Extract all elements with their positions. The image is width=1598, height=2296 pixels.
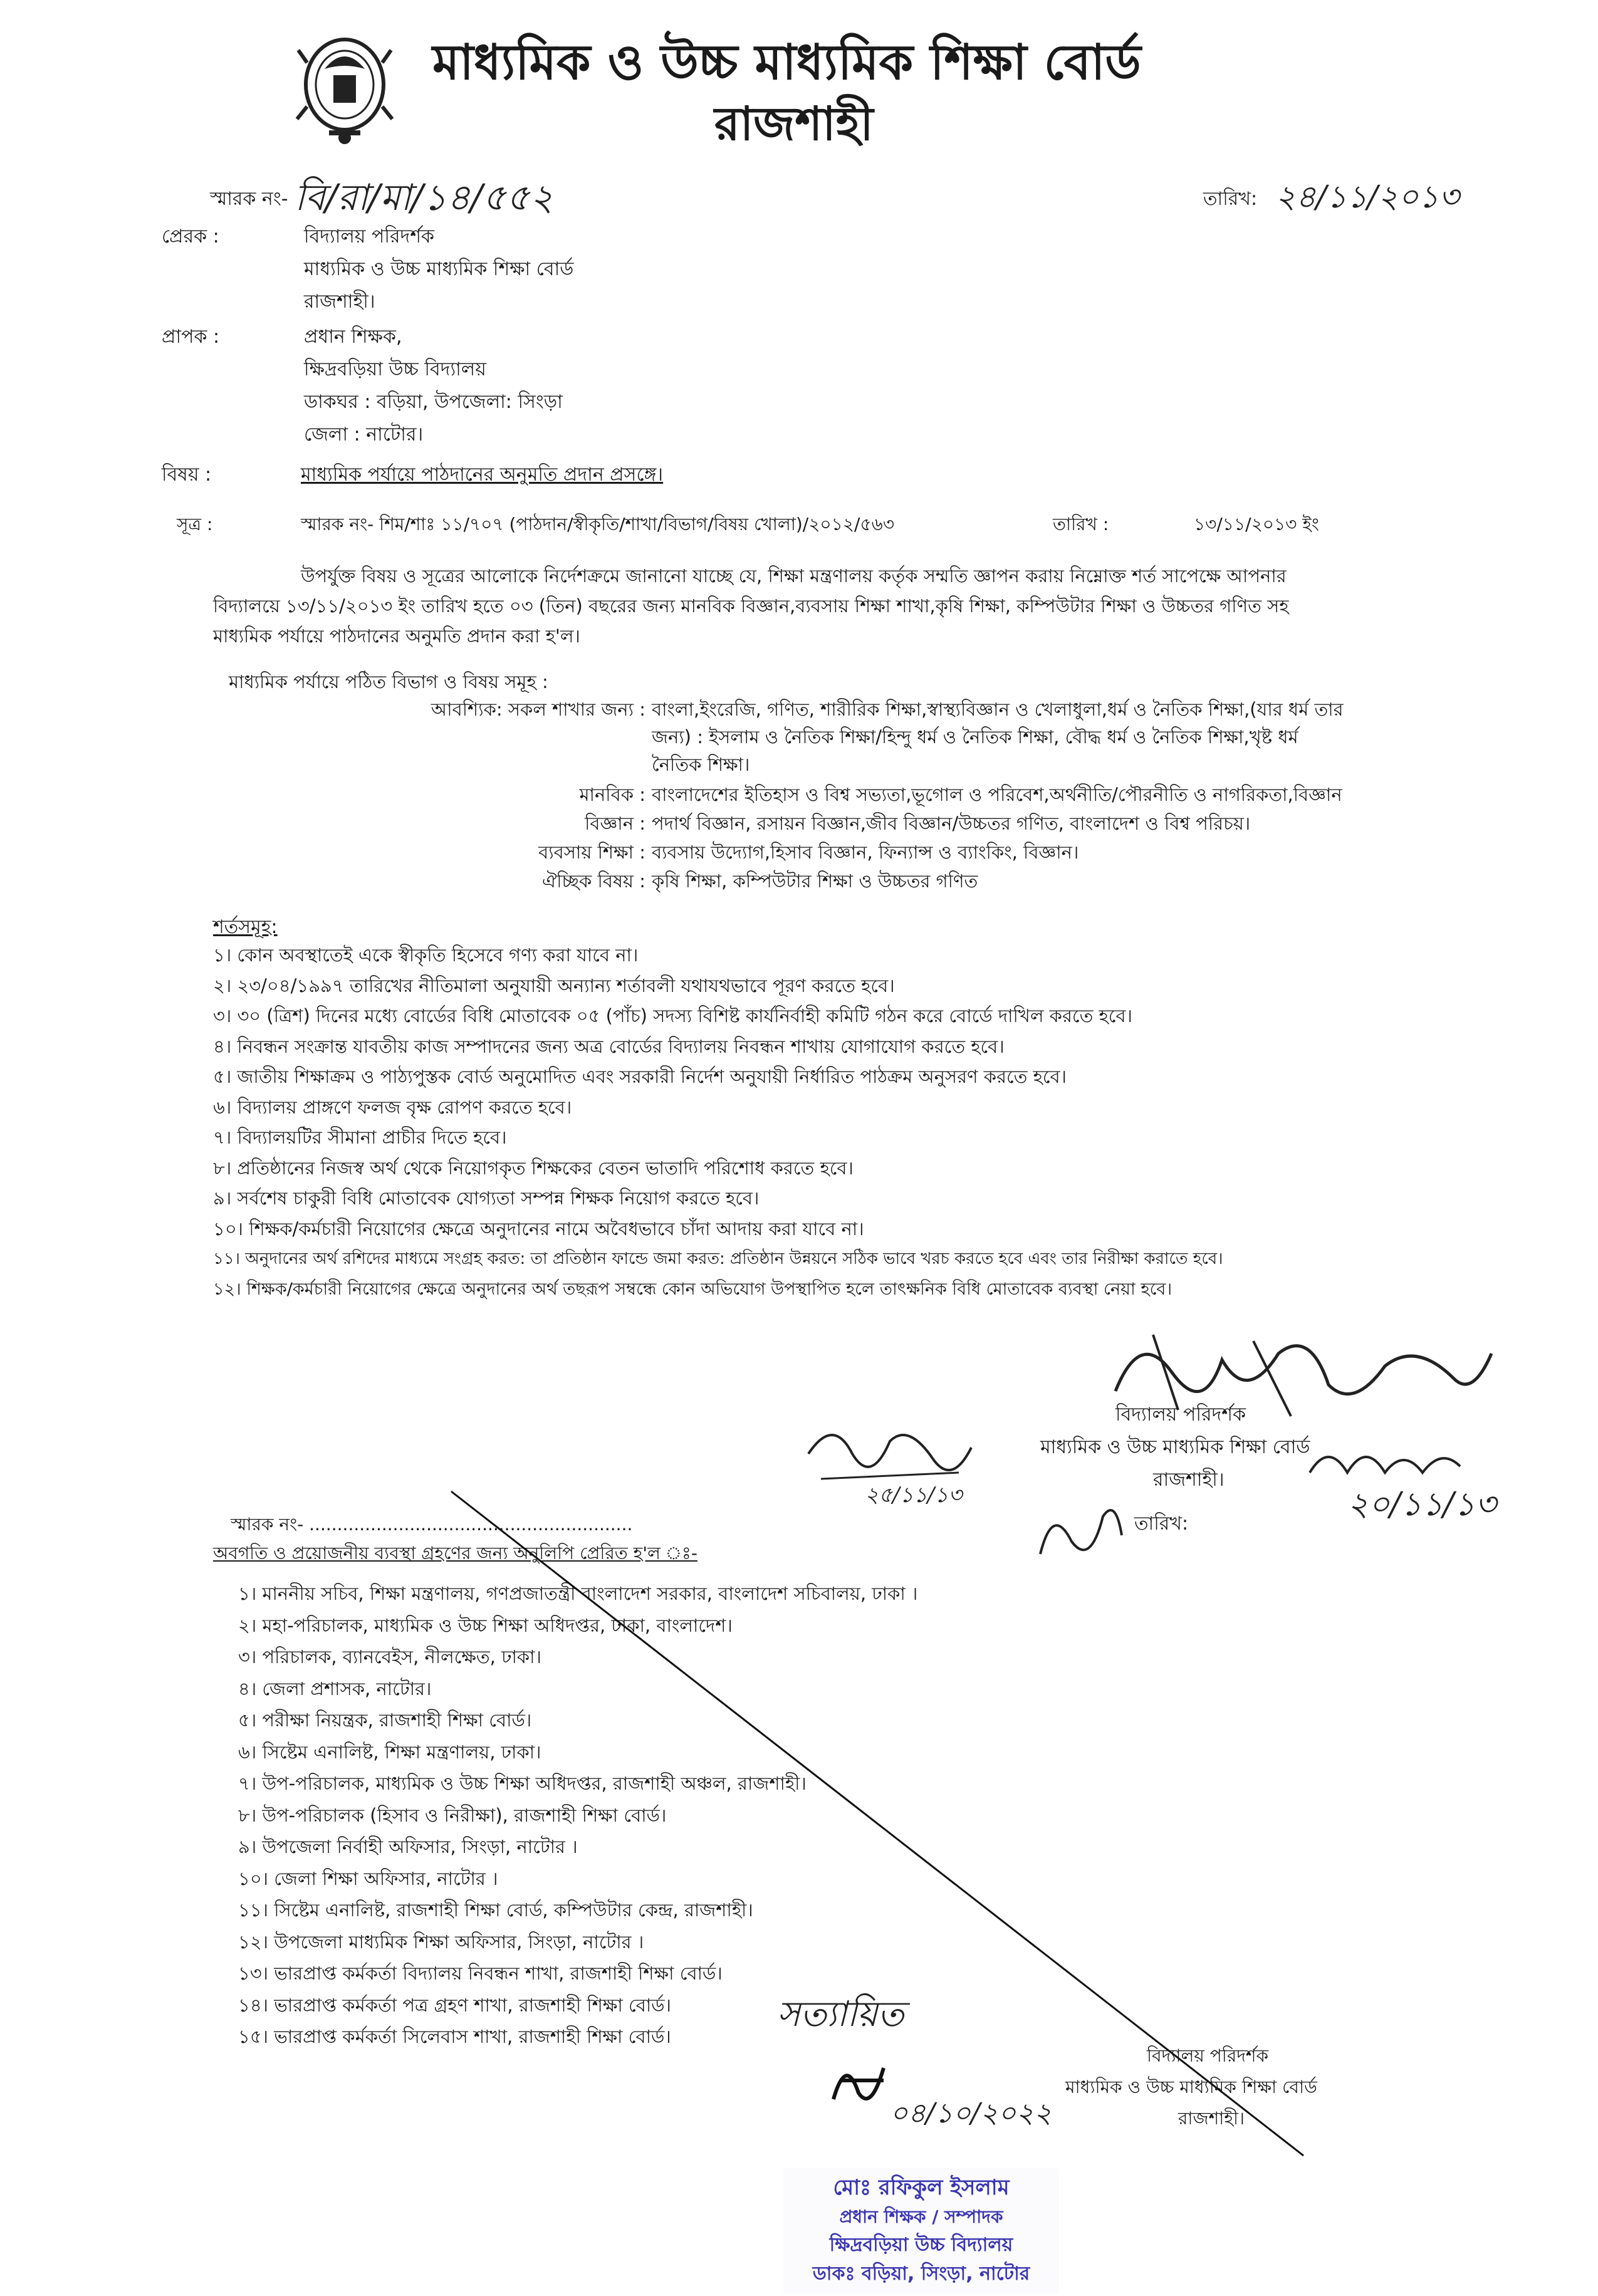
condition-item: ১০। শিক্ষক/কর্মচারী নিয়োগের ক্ষেত্রে অনুদানের নামে অবৈধভাবে চাঁদা আদায় করা যাবে না।: [213, 1218, 864, 1239]
memo-label: স্মারক নং-: [210, 188, 288, 210]
body-line: বিদ্যালয়ে ১৩/১১/২০১৩ ইং তারিখ হতে ০৩ (তিন) বছরের জন্য মানবিক বিজ্ঞান,ব্যবসায় শিক্ষা শাখা,কৃষি শিক্ষা, কম্পিউটার শিক্ষা ও উচ্চতর গণিত সহ: [213, 595, 1289, 617]
copy-recipient: ১৫। ভারপ্রাপ্ত কর্মকর্তা সিলেবাস শাখা, রাজশাহী শিক্ষা বোর্ড।: [238, 2026, 671, 2047]
subject-label: আবশ্যিক: সকল শাখার জন্য :: [431, 699, 645, 720]
subject-value: পদার্থ বিজ্ঞান, রসায়ন বিজ্ঞান,জীব বিজ্ঞান/উচ্চতর গণিত, বাংলাদেশ ও বিশ্ব পরিচয়।: [652, 813, 1251, 834]
subject-value: বাংলা,ইংরেজি, গণিত, শারীরিক শিক্ষা,স্বাস্থ্যবিজ্ঞান ও খেলাধুলা,ধর্ম ও নৈতিক শিক্ষা,(যার ধর্ম তার: [652, 699, 1344, 720]
condition-item: ৮। প্রতিষ্ঠানের নিজস্ব অর্থ থেকে নিয়োগকৃত শিক্ষকের বেতন ভাতাদি পরিশোধ করতে হবে।: [213, 1157, 854, 1179]
subject-value: ব্যবসায় উদ্যোগ,হিসাব বিজ্ঞান, ফিন্যান্স ও ব্যাংকিং, বিজ্ঞান।: [652, 842, 1079, 863]
board-name: মাধ্যমিক ও উচ্চ মাধ্যমিক শিক্ষা বোর্ড: [432, 34, 1141, 91]
condition-item: ৭। বিদ্যালয়টির সীমানা প্রাচীর দিতে হবে।: [213, 1127, 507, 1148]
signature-scribble: [1303, 1435, 1517, 1485]
copy-recipient: ১৩। ভারপ্রাপ্ত কর্মকর্তা বিদ্যালয় নিবন্ধন শাখা, রাজশাহী শিক্ষা বোর্ড।: [238, 1963, 723, 1984]
signature-1-line: বিদ্যালয় পরিদর্শক: [1115, 1404, 1246, 1426]
signature-2-line: মাধ্যমিক ও উচ্চ মাধ্যমিক শিক্ষা বোর্ড: [1065, 2077, 1317, 2097]
condition-item: ১১। অনুদানের অর্থ রশিদের মাধ্যমে সংগ্রহ করত: তা প্রতিষ্ঠান ফান্ডে জমা করত: প্রতিষ্ঠান উন্নয়নে সঠিক ভাবে খরচ করতে হবে এবং তার নিরীক্ষা করাতে হবে।: [213, 1250, 1223, 1268]
copy-recipient: ৯। উপজেলা নির্বাহী অফিসার, সিংড়া, নাটোর ।: [238, 1836, 578, 1857]
copy-recipient: ১১। সিষ্টেম এনালিষ্ট, রাজশাহী শিক্ষা বোর্ড, কম্পিউটার কেন্দ্র, রাজশাহী।: [238, 1899, 753, 1921]
copy-recipient: ৫। পরীক্ষা নিয়ন্ত্রক, রাজশাহী শিক্ষা বোর্ড।: [238, 1709, 532, 1731]
stamp-line: ডাকঃ বড়িয়া, সিংড়া, নাটোর: [812, 2263, 1030, 2285]
conditions-heading: শর্তসমূহ:: [213, 916, 278, 938]
copy-recipient: ১৪। ভারপ্রাপ্ত কর্মকর্তা পত্র গ্রহণ শাখা, রাজশাহী শিক্ষা বোর্ড।: [238, 1994, 671, 2016]
copy-date-label: তারিখ:: [1134, 1513, 1189, 1535]
copy-recipient: ৭। উপ-পরিচালক, মাধ্যমিক ও উচ্চ শিক্ষা অধিদপ্তর, রাজশাহী অঞ্চল, রাজশাহী।: [238, 1773, 807, 1794]
recipient-line: ডাকঘর : বড়িয়া, উপজেলা: সিংড়া: [304, 391, 563, 413]
signature-2-line: বিদ্যালয় পরিদর্শক: [1147, 2045, 1269, 2066]
copy-recipient: ১। মাননীয় সচিব, শিক্ষা মন্ত্রণালয়, গণপ্রজাতন্ত্রী বাংলাদেশ সরকার, বাংলাদেশ সচিবালয়, ঢাকা ।: [238, 1583, 918, 1604]
conditions-list: [213, 940, 1223, 1305]
reference-date-label: তারিখ :: [1053, 514, 1109, 535]
copy-recipient: ১২। উপজেলা মাধ্যমিক শিক্ষা অফিসার, সিংড়া, নাটোর ।: [238, 1931, 644, 1953]
subject-value: কৃষি শিক্ষা, কম্পিউটার শিক্ষা ও উচ্চতর গণিত: [652, 870, 978, 892]
handwritten-date-2: ২০/১১/১৩: [1347, 1486, 1496, 1523]
reference-label: সূত্র :: [177, 514, 213, 535]
subject-text: মাধ্যমিক পর্যায়ে পাঠদানের অনুমতি প্রদান প্রসঙ্গে।: [301, 464, 664, 486]
reference-date: ১৩/১১/২০১৩ ইং: [1194, 514, 1319, 535]
signature-1-line: মাধ্যমিক ও উচ্চ মাধ্যমিক শিক্ষা বোর্ড: [1040, 1436, 1310, 1458]
memo-number: বি/রা/মা/১৪/৫৫২: [295, 176, 554, 219]
condition-item: ৩। ৩০ (ত্রিশ) দিনের মধ্যে বোর্ডের বিধি মোতাবেক ০৫ (পাঁচ) সদস্য বিশিষ্ট কার্যনির্বাহী কমিটি গঠন করে বোর্ডে দাখিল করতে হবে।: [213, 1005, 1132, 1026]
handwritten-date: ২৫/১১/১৩: [865, 1483, 963, 1508]
subject-label: ঐচ্ছিক বিষয় :: [541, 870, 645, 892]
recipient-line: ক্ষিদ্রবড়িয়া উচ্চ বিদ্যালয়: [304, 358, 486, 380]
copy-recipient: ১০। জেলা শিক্ষা অফিসার, নাটোর ।: [238, 1867, 498, 1889]
signature-2-line: রাজশাহী।: [1178, 2108, 1245, 2129]
recipient-line: জেলা : নাটোর।: [304, 424, 424, 446]
stamp-line: প্রধান শিক্ষক / সম্পাদক: [839, 2206, 1003, 2227]
body-line: মাধ্যমিক পর্যায়ে পাঠদানের অনুমতি প্রদান করা হ'ল।: [213, 625, 580, 647]
subject-label: ব্যবসায় শিক্ষা :: [538, 842, 645, 863]
subject-label: মানবিক :: [579, 784, 645, 805]
condition-item: ২। ২৩/০৪/১৯৯৭ তারিখের নীতিমালা অনুযায়ী অন্যান্য শর্তাবলী যথাযথভাবে পূরণ করতে হবে।: [213, 974, 895, 996]
copy-recipient: ৩। পরিচালক, ব্যানবেইস, নীলক্ষেত, ঢাকা।: [238, 1646, 541, 1667]
stamp-line: মোঃ রফিকুল ইসলাম: [833, 2175, 1010, 2200]
subject-label: বিষয় :: [162, 464, 212, 486]
condition-item: ১। কোন অবস্থাতেই একে স্বীকৃতি হিসেবে গণ্য করা যাবে না।: [213, 944, 639, 966]
subject-label: বিজ্ঞান :: [585, 813, 645, 834]
board-city: রাজশাহী: [714, 97, 874, 151]
condition-item: ১২। শিক্ষক/কর্মচারী নিয়োগের ক্ষেত্রে অনুদানের অর্থ তছরূপ সম্বন্ধে কোন অভিযোগ উপস্থাপিত হলে তাৎক্ষনিক বিধি মোতাবেক ব্যবস্থা নেয়া হবে।: [213, 1279, 1172, 1299]
stamp-line: ক্ষিদ্রবড়িয়া উচ্চ বিদ্যালয়: [829, 2234, 1013, 2256]
recipient-line: প্রধান শিক্ষক,: [304, 326, 402, 348]
copy-recipient: ৮। উপ-পরিচালক (হিসাব ও নিরীক্ষা), রাজশাহী শিক্ষা বোর্ড।: [238, 1804, 667, 1826]
condition-item: ৬। বিদ্যালয় প্রাঙ্গণে ফলজ বৃক্ষ রোপণ করতে হবে।: [213, 1096, 572, 1118]
copy-memo-label: স্মারক নং- ..........................................................: [231, 1514, 633, 1535]
subjects-heading: মাধ্যমিক পর্যায়ে পঠিত বিভাগ ও বিষয় সমূহ :: [229, 671, 548, 692]
body-paragraph: [213, 561, 1491, 651]
condition-item: ৪। নিবন্ধন সংক্রান্ত যাবতীয় কাজ সম্পাদনের জন্য অত্র বোর্ডের বিদ্যালয় নিবন্ধন শাখায় যোগাযোগ করতে হবে।: [213, 1035, 1005, 1057]
condition-item: ৫। জাতীয় শিক্ষাক্রম ও পাঠ্যপুস্তক বোর্ড অনুমোদিত এবং সরকারী নির্দেশ অনুযায়ী নির্ধারিত পাঠক্রম অনুসরণ করতে হবে।: [213, 1066, 1067, 1087]
attested-text: সত্যায়িত: [777, 1994, 904, 2035]
signature-1-line: রাজশাহী।: [1153, 1469, 1225, 1491]
board-seal-icon: [295, 25, 395, 150]
copy-recipient: ৪। জেলা প্রশাসক, নাটোর।: [238, 1678, 432, 1699]
subject-value: নৈতিক শিক্ষা।: [652, 754, 750, 775]
sender-line: রাজশাহী।: [304, 291, 375, 313]
copy-recipient: ২। মহা-পরিচালক, মাধ্যমিক ও উচ্চ শিক্ষা অধিদপ্তর, ঢাকা, বাংলাদেশ।: [238, 1614, 733, 1636]
subject-value: বাংলাদেশের ইতিহাস ও বিশ্ব সভ্যতা,ভূগোল ও পরিবেশ,অর্থনীতি/পৌরনীতি ও নাগরিকতা,বিজ্ঞান: [652, 784, 1342, 805]
sender-label: প্রেরক :: [162, 226, 219, 248]
recipient-label: প্রাপক :: [162, 326, 220, 348]
attestation-signature: [821, 2049, 896, 2118]
reference-text: স্মারক নং- শিম/শাঃ ১১/৭০৭ (পাঠদান/স্বীকৃতি/শাখা/বিভাগ/বিষয় খোলা)/২০১২/৫৬৩: [301, 514, 895, 535]
copy-recipient: ৬। সিষ্টেম এনালিষ্ট, শিক্ষা মন্ত্রণালয়, ঢাকা।: [238, 1741, 541, 1763]
sender-line: মাধ্যমিক ও উচ্চ মাধ্যমিক শিক্ষা বোর্ড: [304, 258, 574, 280]
sender-line: বিদ্যালয় পরিদর্শক: [304, 226, 434, 248]
body-line: উপর্যুক্ত বিষয় ও সূত্রের আলোকে নির্দেশক্রমে জানানো যাচ্ছে যে, শিক্ষা মন্ত্রণালয় কর্তৃক সম্মতি জ্ঞাপন করায় নিম্নোক্ত শর্ত সাপেক্ষে আপনার: [301, 565, 1287, 587]
condition-item: ৯। সর্বশেষ চাকুরী বিধি মোতাবেক যোগ্যতা সম্পন্ন শিক্ষক নিয়োগ করতে হবে।: [213, 1187, 760, 1209]
attestation-date: ০৪/১০/২০২২: [890, 2097, 1052, 2129]
headmaster-stamp: [783, 2168, 1059, 2293]
subject-value: জন্য) : ইসলাম ও নৈতিক শিক্ষা/হিন্দু ধর্ম ও নৈতিক শিক্ষা, বৌদ্ধ ধর্ম ও নৈতিক শিক্ষা,খৃষ্ট ধর্ম: [652, 726, 1298, 748]
copy-heading: অবগতি ও প্রয়োজনীয় ব্যবস্থা গ্রহণের জন্য অনুলিপি প্রেরিত হ'ল ঃ-: [213, 1543, 697, 1563]
memo-date: ২৪/১১/২০১৩: [1275, 179, 1460, 215]
memo-date-label: তারিখ:: [1203, 188, 1258, 210]
